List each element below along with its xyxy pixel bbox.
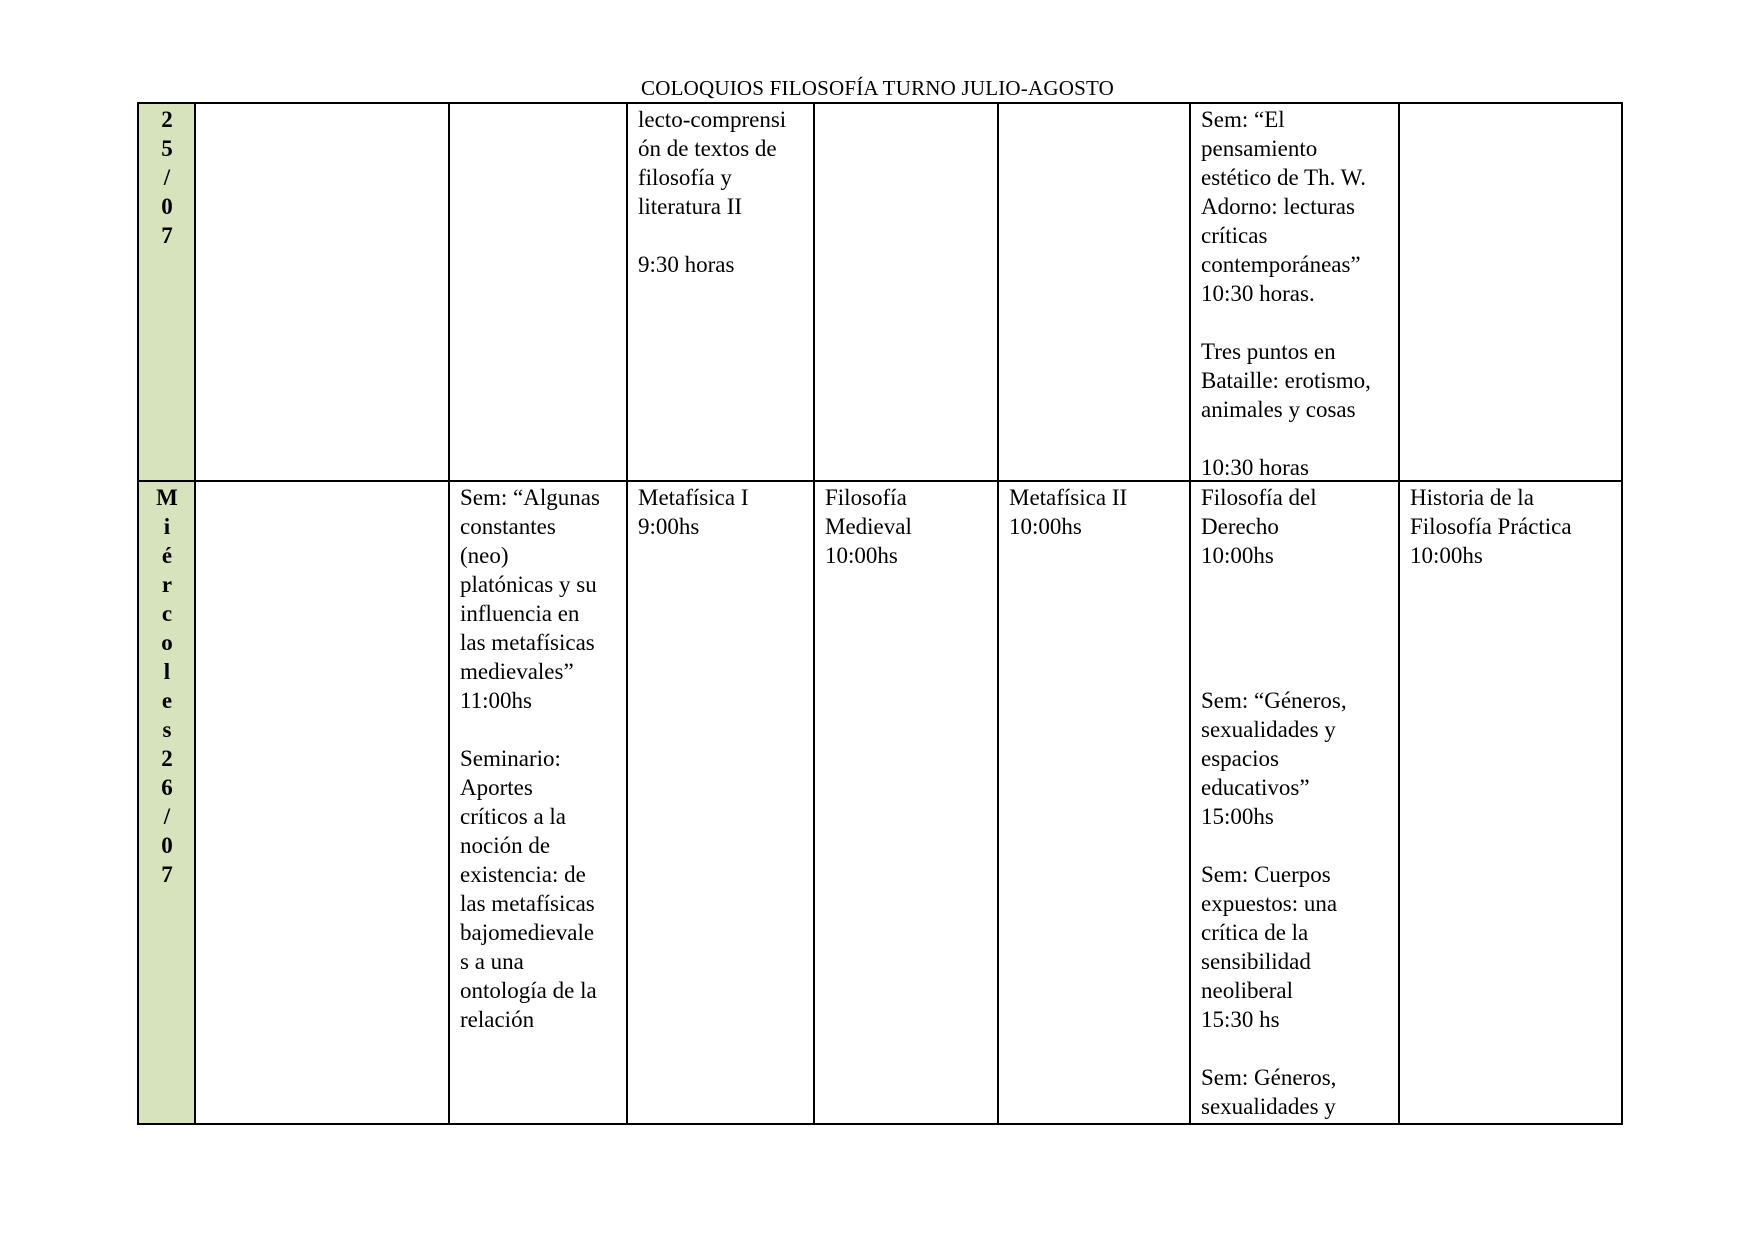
cell-line: Bataille: erotismo, xyxy=(1201,368,1371,393)
table-cell xyxy=(195,481,449,1124)
table-cell xyxy=(627,103,814,481)
page-title: COLOQUIOS FILOSOFÍA TURNO JULIO-AGOSTO xyxy=(641,76,1114,100)
day-char: 7 xyxy=(161,862,173,887)
day-char: 2 xyxy=(161,107,173,132)
cell-line: 10:00hs xyxy=(1410,543,1483,568)
day-char: o xyxy=(161,630,173,655)
cell-line: constantes xyxy=(460,514,556,539)
cell-line: (neo) xyxy=(460,543,509,568)
cell-line: espacios xyxy=(1201,746,1279,771)
cell-line: Medieval xyxy=(825,514,912,539)
day-char: 0 xyxy=(161,833,173,858)
cell-line: 10:30 horas. xyxy=(1201,281,1315,306)
table-cell xyxy=(449,103,627,481)
day-char: l xyxy=(163,659,171,684)
day-char: 0 xyxy=(161,194,173,219)
cell-line: Sem: “Géneros, xyxy=(1201,688,1347,713)
cell-line: expuestos: una xyxy=(1201,891,1338,916)
cell-line: filosofía y xyxy=(638,165,732,190)
day-cell xyxy=(138,481,195,1124)
cell-line: pensamiento xyxy=(1201,136,1318,161)
table-cell xyxy=(998,103,1190,481)
cell-line: 9:30 horas xyxy=(638,252,735,277)
cell-line: Sem: “Algunas xyxy=(460,485,600,510)
cell-line: Seminario: xyxy=(460,746,561,771)
day-label xyxy=(139,482,194,1123)
cell-line: s a una xyxy=(460,949,524,974)
day-char: s xyxy=(162,717,172,742)
day-char: 6 xyxy=(161,775,173,800)
cell-line: Sem: Géneros, xyxy=(1201,1065,1337,1090)
day-char: r xyxy=(161,572,173,597)
cell-line: neoliberal xyxy=(1201,978,1293,1003)
cell-line: 15:00hs xyxy=(1201,804,1274,829)
cell-line: 15:30 hs xyxy=(1201,1007,1280,1032)
cell-line: sexualidades y xyxy=(1201,717,1336,742)
cell-line: platónicas y su xyxy=(460,572,597,597)
table-row xyxy=(138,103,1622,481)
table-cell xyxy=(814,481,998,1124)
cell-line: 9:00hs xyxy=(638,514,700,539)
day-char: e xyxy=(161,688,173,713)
cell-line: las metafísicas xyxy=(460,630,595,655)
cell-line: medievales” xyxy=(460,659,574,684)
cell-line: críticas xyxy=(1201,223,1268,248)
table-cell xyxy=(1190,481,1399,1124)
cell-line: 11:00hs xyxy=(460,688,532,713)
cell-line: 10:30 horas xyxy=(1201,455,1309,480)
table-cell xyxy=(1399,481,1622,1124)
cell-line: 10:00hs xyxy=(1201,543,1274,568)
cell-line: crítica de la xyxy=(1201,920,1309,945)
cell-line: Metafísica I xyxy=(638,485,749,510)
cell-line: noción de xyxy=(460,833,551,858)
table-cell xyxy=(998,481,1190,1124)
cell-line: existencia: de xyxy=(460,862,586,887)
schedule-table xyxy=(137,102,1623,1125)
cell-line: Sem: Cuerpos xyxy=(1201,862,1331,887)
cell-line: Derecho xyxy=(1201,514,1279,539)
cell-line: educativos” xyxy=(1201,775,1310,800)
cell-line: influencia en xyxy=(460,601,580,626)
cell-line: sexualidades y xyxy=(1201,1094,1336,1119)
cell-line: Adorno: lecturas xyxy=(1201,194,1355,219)
cell-line: animales y cosas xyxy=(1201,397,1356,422)
cell-line: Tres puntos en xyxy=(1201,339,1336,364)
cell-line: Historia de la xyxy=(1410,485,1534,510)
cell-line: relación xyxy=(460,1007,535,1032)
cell-line: lecto-comprensi xyxy=(638,107,787,132)
table-cell xyxy=(449,481,627,1124)
table-cell xyxy=(1190,103,1399,481)
cell-line: las metafísicas xyxy=(460,891,595,916)
day-char: é xyxy=(161,543,173,568)
day-char: M xyxy=(156,485,178,510)
day-char: 7 xyxy=(161,223,173,248)
day-char: 5 xyxy=(161,136,173,161)
cell-line: 10:00hs xyxy=(825,543,898,568)
table-cell xyxy=(195,103,449,481)
cell-line: críticos a la xyxy=(460,804,567,829)
day-cell xyxy=(138,103,195,481)
day-char: c xyxy=(161,601,173,626)
day-char: / xyxy=(163,804,171,829)
cell-line: 10:00hs xyxy=(1009,514,1082,539)
table-row xyxy=(138,481,1622,1124)
cell-line: ontología de la xyxy=(460,978,597,1003)
cell-line: Filosofía xyxy=(825,485,907,510)
day-label xyxy=(139,104,194,480)
table-cell xyxy=(814,103,998,481)
cell-line: Sem: “El xyxy=(1201,107,1285,132)
cell-line: Aportes xyxy=(460,775,533,800)
cell-line: Filosofía Práctica xyxy=(1410,514,1572,539)
cell-line: literatura II xyxy=(638,194,743,219)
cell-line: Metafísica II xyxy=(1009,485,1128,510)
cell-line: Filosofía del xyxy=(1201,485,1317,510)
cell-line: sensibilidad xyxy=(1201,949,1311,974)
cell-line: ón de textos de xyxy=(638,136,777,161)
cell-line: contemporáneas” xyxy=(1201,252,1361,277)
table-cell xyxy=(627,481,814,1124)
day-char: 2 xyxy=(161,746,173,771)
cell-line: bajomedievale xyxy=(460,920,595,945)
table-cell xyxy=(1399,103,1622,481)
day-char: / xyxy=(163,165,171,190)
day-char: i xyxy=(163,514,171,539)
cell-line: estético de Th. W. xyxy=(1201,165,1367,190)
